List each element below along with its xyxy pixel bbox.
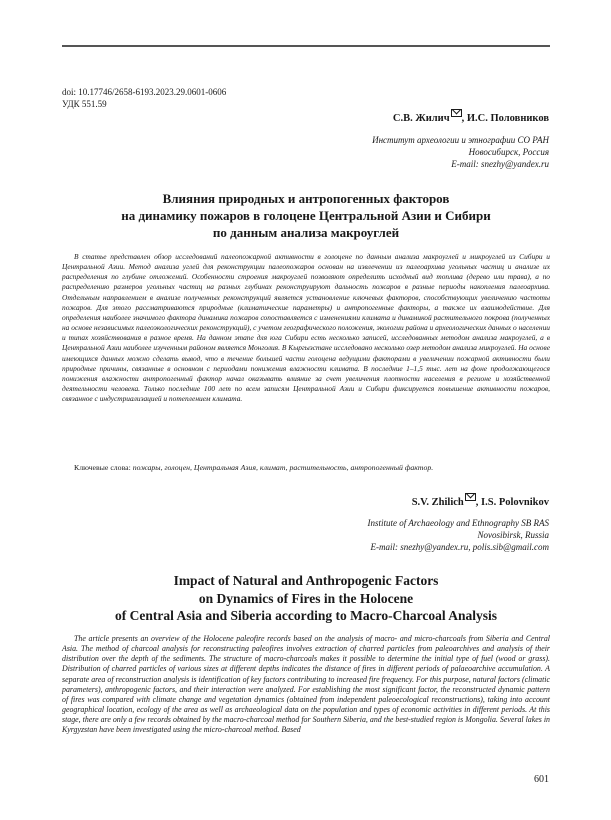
doi: doi: 10.17746/2658-6193.2023.29.0601-0606 xyxy=(62,87,227,97)
title-en xyxy=(62,572,550,625)
keywords-values: пожары, голоцен, Центральная Азия, климат, растительность, антропогенный фактор. xyxy=(132,463,434,472)
affiliation-city-en: Novosibirsk, Russia xyxy=(477,530,549,540)
affiliation-email-ru: E-mail: snezhy@yandex.ru xyxy=(451,159,549,169)
title-en-line: on Dynamics of Fires in the Holocene xyxy=(198,590,414,606)
authors-ru xyxy=(393,113,549,124)
affiliation-email-en: E-mail: snezhy@yandex.ru, polis.sib@gmail.com xyxy=(370,542,549,552)
affiliation-institute-ru: Институт археологии и этнографии СО РАН xyxy=(372,135,549,145)
author-2-en: , I.S. Polovnikov xyxy=(475,497,549,508)
author-1-en: S.V. Zhilich xyxy=(411,497,464,508)
author-2-ru: , И.С. Половников xyxy=(461,113,549,124)
title-en-line: of Central Asia and Siberia according to Macro-Charcoal Analysis xyxy=(115,608,497,623)
title-en-line: Impact of Natural and Anthropogenic Factors xyxy=(173,573,439,588)
author-1-ru: С.В. Жилич xyxy=(392,113,450,124)
article-meta xyxy=(62,86,226,110)
affiliation-en xyxy=(368,517,549,553)
page-number: 601 xyxy=(534,774,549,785)
title-ru xyxy=(62,190,550,241)
abstract-en: The article presents an overview of the Holocene paleofire records based on the analysis of macro- and micro-charcoals from Siberia and Central Asia. The method of charcoal analysis for reconstructing paleofires involves extraction of charred particles from paleoarchives and analysis of their distribution over the depth of the sediments. The structure of macro-charcoals makes it possible to determine the initial type of fuel (wood or grass). Distribution of charred particles of various sizes at different depths indicates the distance of fires in different periods of palaeoarchive accumulation. A separate area of reconstruction analysis is identification of key factors contributing to increased fire frequency. For this purpose, natural factors (climatic parameters), anthropogenic factors, and their interaction were analyzed. For establishing the most significant factor, the reconstructed dynamic pattern of fires was compared with climate change and vegetation dynamics (obtained from independent paleoecological reconstructions), taking into account geographical location, ecology of the area as well as archaeological data on the population and types of economic activities in different periods. At this stage, there are only a few records obtained by the macro-charcoal method for Southern Siberia, and the best-studied region is Mongolia. Several lakes in Kyrgyzstan have been investigated using the micro-charcoal method. Based xyxy=(62,634,550,735)
authors-en xyxy=(412,497,549,508)
title-ru-line: на динамику пожаров в голоцене Центральной Азии и Сибири xyxy=(121,208,491,223)
abstract-ru: В статье представлен обзор исследований палеопожарной активности в голоцене по данным анализа макроуглей и микроуглей из Сибири и Центральной Азии. Метод анализа углей для реконструкции палеопожаров основан на извлечении из палеоархива угольных частиц и анализе их распределения по глубине отложений. Особенности строения макроуглей позволяют определить исходный вид топлива (дерево или трава), а по распределению размеров угольных частиц на разных глубинах реконструируют дальность пожаров в разные периоды накопления палеоархива. Отдельным направлением в анализе полученных реконструкций является установление ключевых факторов, способствующих увеличению частоты пожаров. Для этого рассматриваются природные (климатические параметры) и антропогенные факторы, а также их взаимодействие. Для определения наиболее значимого фактора динамика пожаров сопоставляется с изменениями климата и динамикой растительного покрова (полученных на основе независимых палеоэкологических реконструкций), с учетом географического положения, экологии района и археологических данных о населении и типах хозяйствования в разное время. На данном этапе для юга Сибири есть несколько записей, исследованных методом анализа макроуглей, а в Центральной Азии наиболее изученным районом является Монголия. В Кыргызстане исследовано несколько озер методом анализа микроуглей. На основе имеющихся данных можно сделать вывод, что в течение большей части голоцена ведущими факторами в увеличении пожарной активности были природные причины, связанные в основном с периодами понижения влажности климата. В последние 1–1,5 тыс. лет на фоне продолжающегося понижения влажности антропогенный фактор начал оказывать влияние за счет увеличения плотности населения в регионе и хозяйственной деятельности человека. Только последние 100 лет по всем записям Центральной Азии и Сибири фиксируется повышение активности пожаров, связанное с индустриализацией и потеплением климата. xyxy=(62,252,550,404)
keywords-label: Ключевые слова: xyxy=(74,463,133,472)
affiliation-institute-en: Institute of Archaeology and Ethnography SB RAS xyxy=(367,518,549,528)
title-ru-line: по данным анализа макроуглей xyxy=(212,225,400,240)
keywords-ru xyxy=(74,463,433,473)
affiliation-ru xyxy=(372,134,549,170)
udc: УДК 551.59 xyxy=(62,99,107,109)
title-ru-line: Влияния природных и антропогенных факторов xyxy=(162,191,450,206)
envelope-icon xyxy=(451,109,462,117)
header-rule xyxy=(62,45,550,47)
envelope-icon xyxy=(465,493,476,501)
affiliation-city-ru: Новосибирск, Россия xyxy=(468,147,549,157)
